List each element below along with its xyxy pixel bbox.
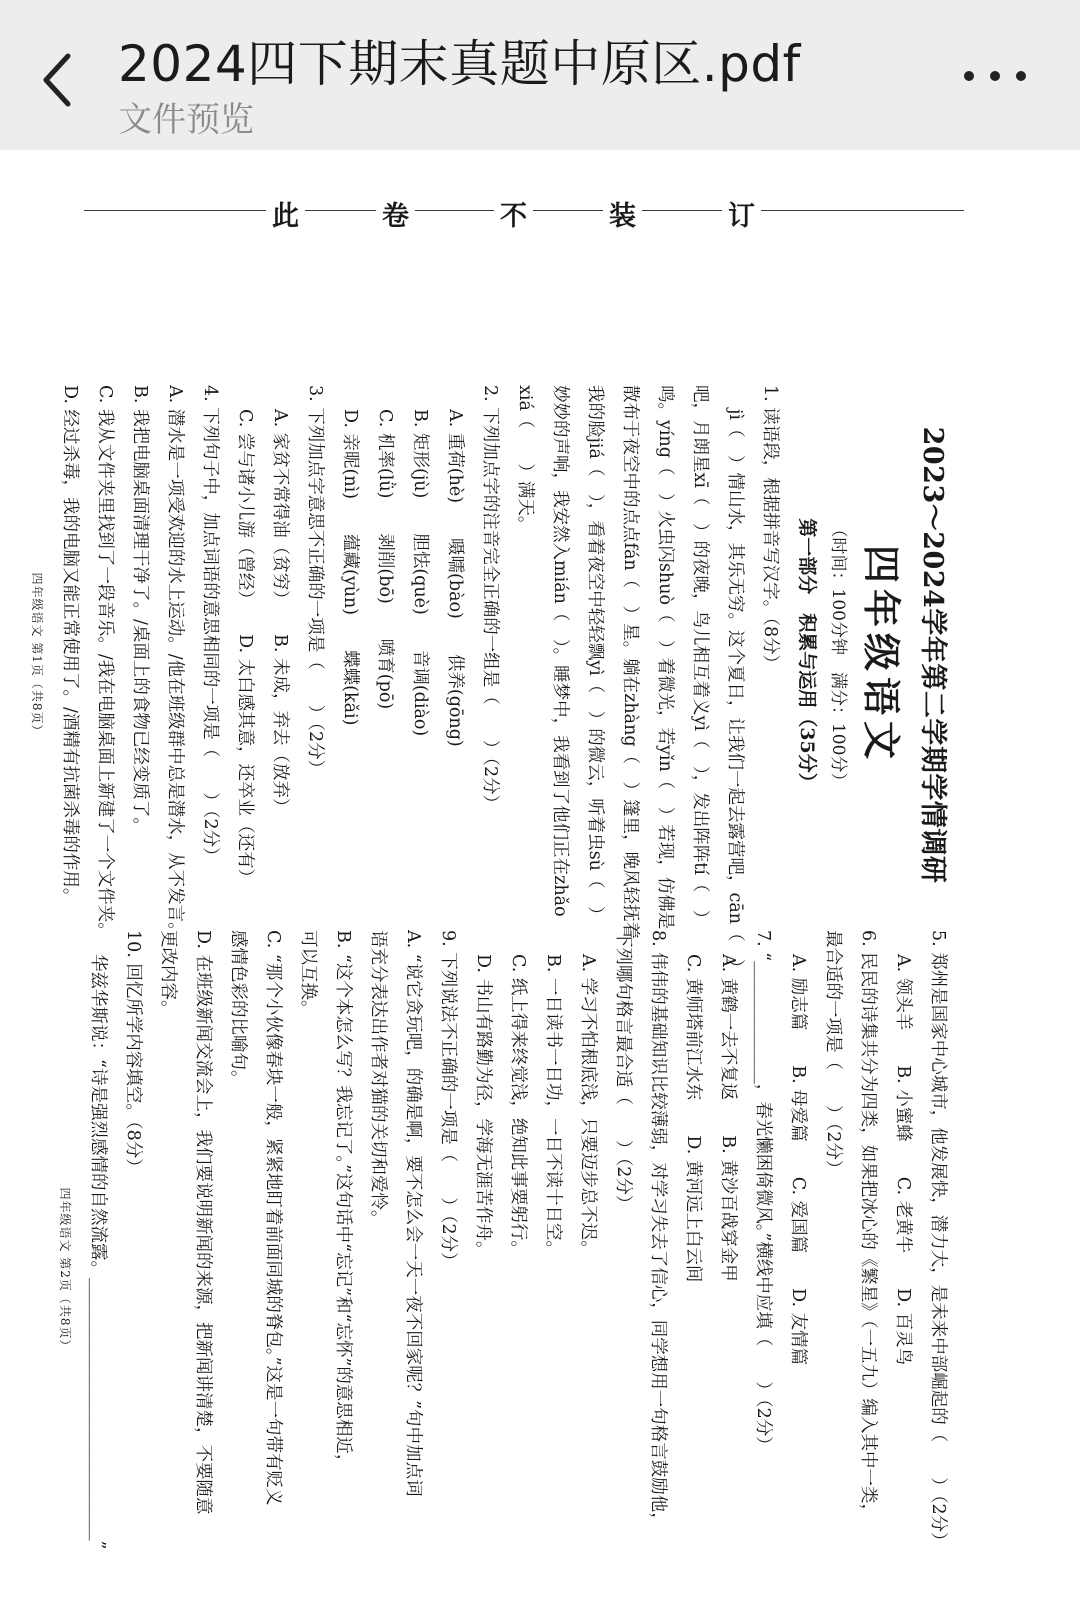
option-line: C. 纸上得来终觉浅，绝知此事要躬行。 — [508, 954, 528, 1258]
option-line: A. 潜水是一项受欢迎的水上运动。/他在班级群中总是潜水，从不发言。 — [165, 385, 185, 940]
option-line: C. 我从文件夹里找到了一段音乐。/我在电脑桌面上新建了一个文件夹。 — [95, 385, 115, 940]
question-line: 7. “______________，春光懒困倚微风。”横线中应填（ ）（2分） — [753, 930, 773, 1454]
option-line: D. 书山有路勤为径，学海无涯苦作舟。 — [473, 954, 493, 1259]
option-line: C. 尝与诸小儿游（曾经） D. 太白感其意，还卒业（还有） — [235, 409, 255, 887]
exam-header — [795, 385, 955, 925]
option-line: C. “那个小伙像春块一般，紧紧地盯着前面同城的脊包。”这是一句带有贬义 — [263, 930, 283, 1506]
more-horizontal-icon — [955, 56, 1035, 96]
exam-grade-title: 四年级语文 — [859, 544, 904, 765]
option-line: 可以互换。 — [298, 930, 318, 1018]
binding-char: 订 — [722, 194, 761, 233]
question-line: 9. 下列说法不正确的一项是（ ）（2分） — [438, 930, 458, 1270]
option-line: A. 励志篇 B. 母爱篇 C. 爱国篇 D. 友情篇 — [788, 954, 808, 1366]
more-options-button[interactable] — [955, 56, 1035, 96]
option-line: A. 学习不怕根底浅，只要迈步总不迟。 — [578, 954, 598, 1258]
question-line: 10. 回忆所学内容填空。（8分） — [123, 930, 143, 1176]
option-line: A. 领头羊 B. 小蜜蜂 C. 老黄牛 D. 百灵鸟 — [893, 954, 913, 1366]
option-line: B. “这个本怎么写？我忘记了。”这句话中“忘记”和“忘怀”的意思相近， — [333, 930, 353, 1472]
option-line: D. 在班级新闻交流会上，我们要说明新闻的来源，把新闻讲清楚，不要随意 — [193, 930, 213, 1515]
question-line: 8. 伟伟的基础知识比较薄弱，对学习失去了信心，同学想用一句格言鼓励他， — [648, 930, 668, 1530]
exam-meta: （时间：100分钟 满分：100分） — [828, 520, 848, 790]
binding-char: 装 — [603, 194, 642, 233]
app-header — [0, 0, 1080, 150]
question-line: jì（ ）情山水，其乐无穷。这个夏日，让我们一起去露营吧，cān（ ） — [725, 409, 745, 977]
question-line: 5. 郑州是国家中心城市，他发展快，潜力大，是未来中部崛起的（ ）（2分） — [928, 930, 948, 1550]
exam-part-title: 第一部分 积累与运用（35分） — [796, 518, 818, 792]
option-line: 更改内容。 — [158, 930, 178, 1018]
question-line: 鸣。yíng（ ）火虫闪shuò（ ）着微光，若yǐn（ ）若现，仿佛是 — [655, 385, 675, 930]
question-line: 我的脸jiá（ ），看着夜空中轻轻飘yì（ ）的微云，听着虫sù（ ） — [585, 385, 605, 924]
option-line: C. 机率(lǜ) 剥削(bō) 喷育(pō) — [375, 409, 395, 710]
option-line: B. 一日读书一日功，一日不读十日空。 — [543, 954, 563, 1258]
option-line: A. “说它贪玩吧，的确是啊，要不怎么会一天一夜不回家呢？”句中加点词 — [403, 930, 423, 1497]
option-line: 感情色彩的比喻句。 — [228, 930, 248, 1088]
page-footer: 四年级语文 第2页（共8页） — [58, 1187, 72, 1353]
exam-year-title: 2023～2024学年第二学期学情调研 — [917, 426, 948, 884]
pdf-preview-area[interactable] — [0, 150, 1080, 1609]
option-line: A. 黄鹤一去不复返 B. 黄沙百战穿金甲 — [718, 954, 738, 1282]
question-line: xiá（ ）满天。 — [515, 385, 535, 534]
question-line: 1. 读语段，根据拼音写汉字。（8分） — [760, 385, 780, 673]
option-line: C. 黄师塔前江水东 D. 黄河远上白云间 — [683, 954, 703, 1283]
binding-char: 卷 — [376, 194, 415, 233]
option-line: A. 家贫不常得油（贫穷） B. 未成，弃去（放弃） — [270, 409, 290, 816]
question-line: 散布于夜空中的点点fán（ ）星。躺在zhàng（ ）篷里，晚风轻抚着 — [620, 385, 640, 940]
question-line: 4. 下列句子中，加点词语的意思相同的一项是（ ）（2分） — [200, 385, 220, 865]
question-line: 华兹华斯说：“诗是强烈感情的自然流露。______________________________” — [88, 954, 108, 1550]
question-line: 3. 下列加点字意思不正确的一项是（ ）（2分） — [305, 385, 325, 778]
option-line: B. 我把电脑桌面清理干净了。/桌面上的食物已经变质了。 — [130, 385, 150, 835]
back-button[interactable] — [30, 40, 100, 120]
option-line: D. 亲昵(nì) 蕴藏(yùn) 蝶蝶(kǎi) — [340, 409, 360, 726]
document-title: 2024四下期末真题中原区.pdf — [118, 35, 801, 93]
question-line: 2. 下列加点字的注音完全正确的一组是（ ）（2分） — [480, 385, 500, 813]
binding-char: 不 — [494, 194, 533, 233]
option-line: B. 矩形(jù) 胆怯(què) 音调(diào) — [410, 409, 430, 737]
page-footer: 四年级语文 第1页（共8页） — [30, 572, 44, 738]
binding-char: 此 — [266, 194, 305, 233]
option-line: D. 经过杀毒，我的电脑又能正常使用了。/酒精有抗菌杀毒的作用。 — [60, 385, 80, 906]
question-line: 妙妙的声响，我安然入mián（ ）。睡梦中，我看到了他们正在zhǎo — [550, 385, 570, 917]
question-line: 6. 民民的诗集共分为四类，如果把冰心的《繁星》（一五九）编入其中一类， — [858, 930, 878, 1522]
question-line: 下列哪句格言最合适（ ）（2分） — [613, 930, 633, 1213]
option-line: A. 重荷(hè) 嗫嚅(bào) 供养(gōng) — [445, 409, 465, 747]
chevron-left-icon — [30, 40, 100, 120]
exam-page-2 — [57, 930, 955, 1609]
document-subtitle: 文件预览 — [118, 100, 254, 140]
question-line: 吧，月朗星xī（ ）的夜晚，鸟儿相互着义yì（ ），发出阵阵tí（ ） — [690, 385, 710, 928]
question-line: 最合适的一项是（ ）（2分） — [823, 930, 843, 1178]
option-line: 语充分表达出作者对猫的关切和爱怜。 — [368, 930, 388, 1228]
